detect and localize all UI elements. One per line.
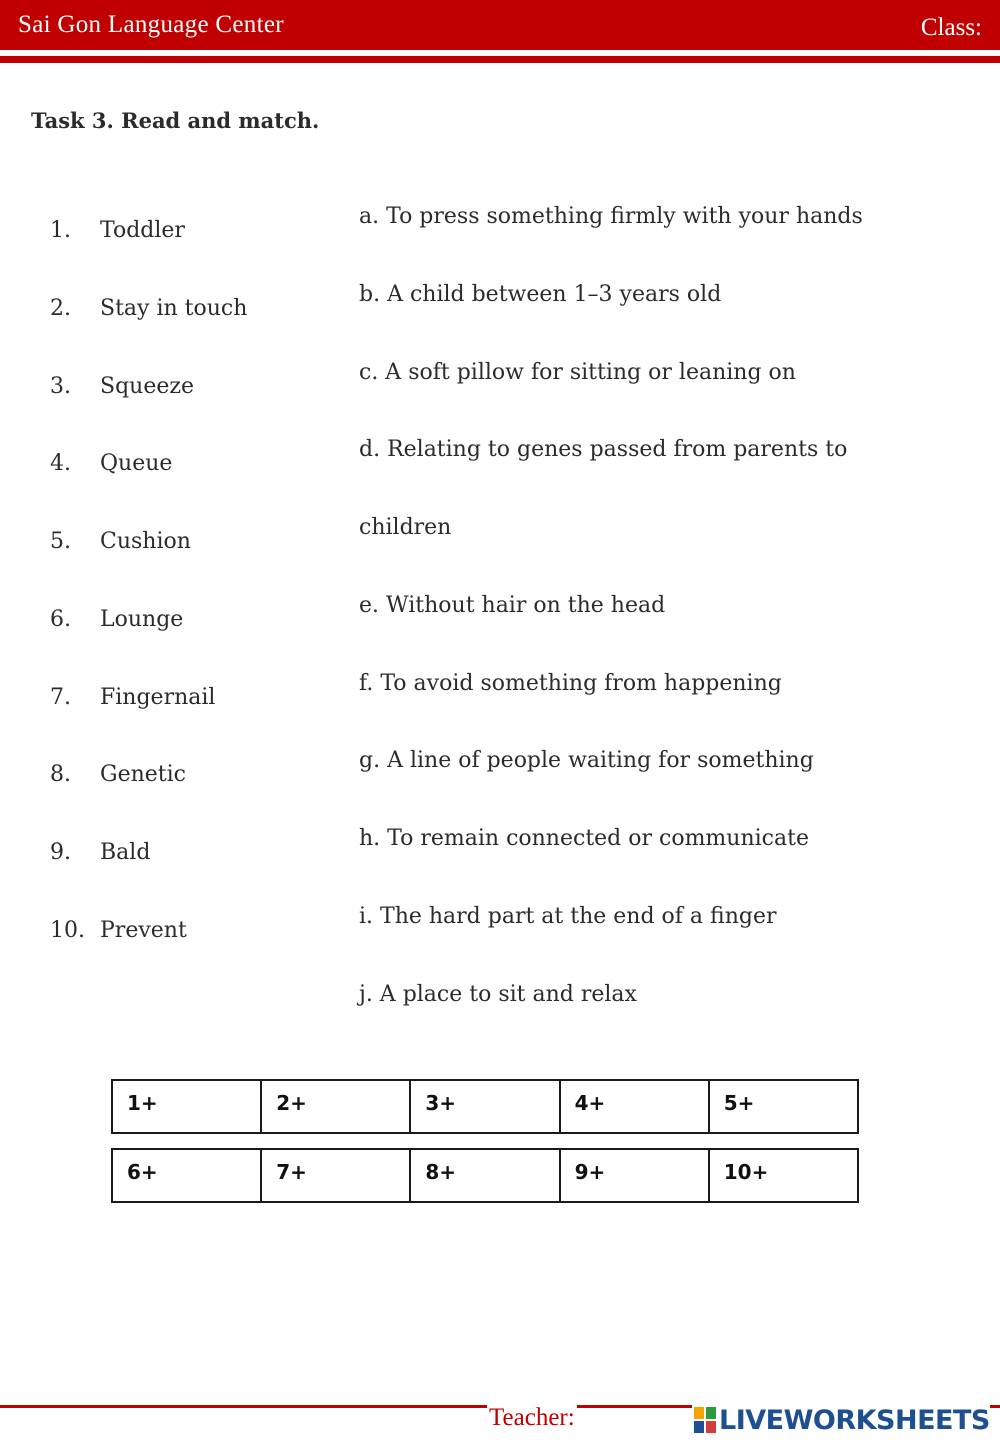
answer-cell[interactable]: 9+ (560, 1149, 709, 1202)
term-word: Lounge (100, 607, 184, 632)
header-divider (0, 56, 1000, 63)
answer-cell[interactable]: 3+ (410, 1080, 559, 1133)
teacher-label: Teacher: (489, 1404, 575, 1431)
answer-cell[interactable]: 4+ (560, 1080, 709, 1133)
term-word: Genetic (100, 762, 186, 787)
liveworksheets-logo[interactable] (692, 1404, 990, 1436)
term-number: 2. (50, 296, 71, 321)
answer-cell[interactable]: 8+ (410, 1149, 559, 1202)
term-word: Prevent (100, 918, 187, 943)
term-word: Fingernail (100, 685, 216, 710)
term-number: 5. (50, 529, 71, 554)
term-number: 9. (50, 840, 71, 865)
term-number: 7. (50, 685, 71, 710)
class-label: Class: (920, 14, 982, 41)
definition-d: d. Relating to genes passed from parents to (359, 437, 848, 462)
brand-name: LIVEWORKSHEETS (719, 1404, 990, 1436)
term-word: Toddler (100, 218, 185, 243)
definition-a: a. To press something firmly with your hands (359, 204, 863, 229)
term-word: Cushion (100, 529, 191, 554)
task-title: Task 3. Read and match. (31, 108, 320, 133)
answer-cell[interactable]: 7+ (261, 1149, 410, 1202)
term-number: 6. (50, 607, 71, 632)
definition-h: h. To remain connected or communicate (359, 826, 809, 851)
term-number: 10. (50, 918, 85, 943)
answer-table-row-1 (111, 1079, 859, 1134)
term-number: 4. (50, 451, 71, 476)
term-word: Stay in touch (100, 296, 248, 321)
header-bar (0, 0, 1000, 50)
definition-j: j. A place to sit and relax (359, 982, 637, 1007)
term-word: Bald (100, 840, 151, 865)
definition-e: e. Without hair on the head (359, 593, 666, 618)
answer-cell[interactable]: 10+ (709, 1149, 858, 1202)
term-word: Queue (100, 451, 173, 476)
definition-g: g. A line of people waiting for something (359, 748, 814, 773)
definition-d-continued: children (359, 515, 452, 540)
answer-cell[interactable]: 2+ (261, 1080, 410, 1133)
answer-cell[interactable]: 5+ (709, 1080, 858, 1133)
answer-cell[interactable]: 1+ (112, 1080, 261, 1133)
term-number: 1. (50, 218, 71, 243)
term-number: 3. (50, 374, 71, 399)
center-name: Sai Gon Language Center (18, 11, 284, 38)
answer-cell[interactable]: 6+ (112, 1149, 261, 1202)
answer-table-row-2 (111, 1148, 859, 1203)
term-number: 8. (50, 762, 71, 787)
definition-i: i. The hard part at the end of a finger (359, 904, 777, 929)
definition-b: b. A child between 1–3 years old (359, 282, 722, 307)
liveworksheets-icon (694, 1407, 716, 1433)
term-word: Squeeze (100, 374, 194, 399)
definition-f: f. To avoid something from happening (359, 671, 782, 696)
definition-c: c. A soft pillow for sitting or leaning on (359, 360, 796, 385)
